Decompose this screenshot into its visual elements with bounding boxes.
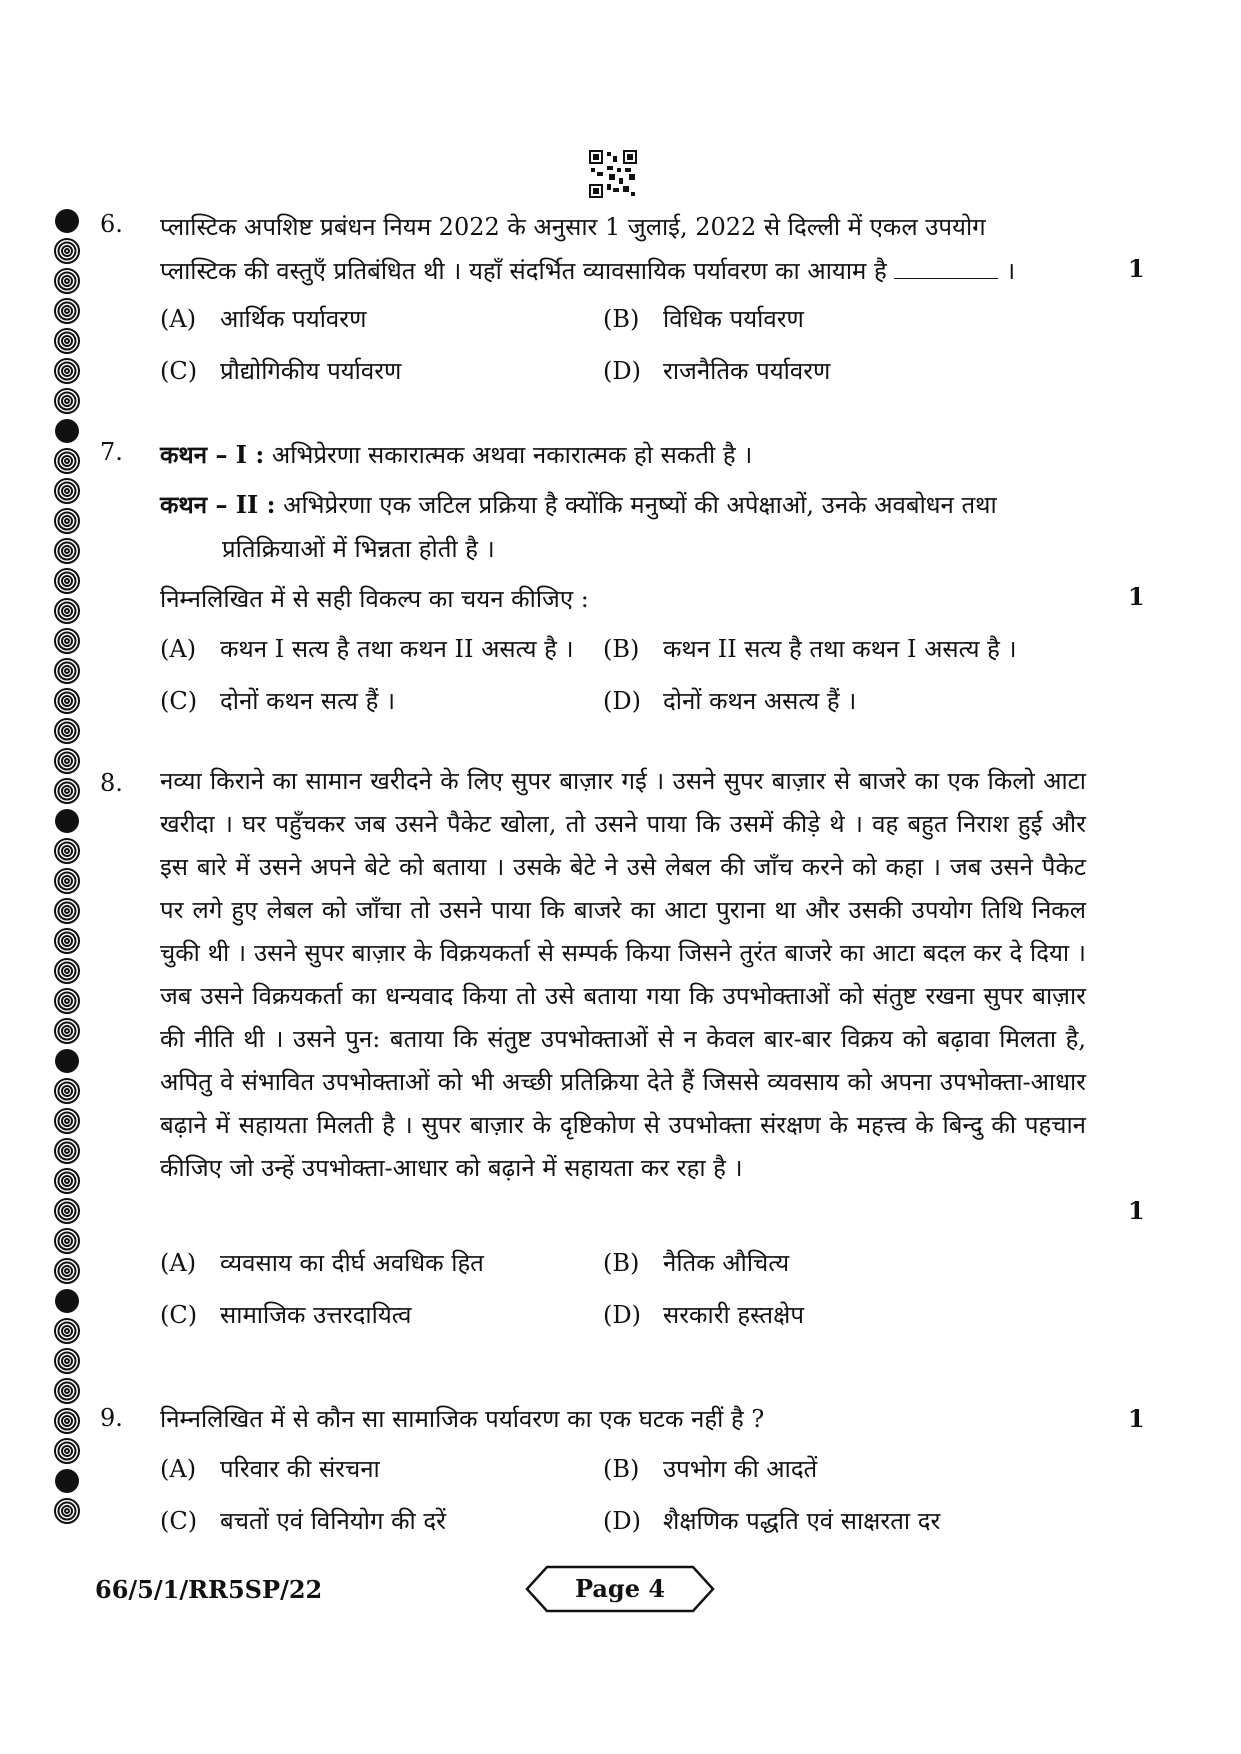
ring-mark (54, 628, 80, 654)
ring-mark (54, 1378, 80, 1404)
question-paragraph: नव्या किराने का सामान खरीदने के लिए सुपर बाज़ार गई । उसने सुपर बाज़ार से बाजरे का एक किलो आटा खरीदा । घर पहुँचकर जब उसने पैकेट खोला, तो उसने पाया कि उसमें कीड़े थे । वह बहुत निराश हुई और इस बारे में उसने अपने बेटे को बताया । उसके बेटे ने उसे लेबल की जाँच करने को कहा । जब उसने पैकेट पर लगे हुए लेबल को जाँचा तो उसने पाया कि बाजरे का आटा पुराना था और उसकी उपयोग तिथि निकल चुकी थी । उसने सुपर बाज़ार के विक्रयकर्ता से सम्पर्क किया जिसने तुरंत बाजरे का आटा बदल कर दे दिया । जब उसने विक्रयकर्ता का धन्यवाद किया तो उसे बताया गया कि उपभोक्ताओं को संतुष्ट रखना सुपर बाज़ार की नीति थी । उसने पुन: बताया कि संतुष्ट उपभोक्ताओं से न केवल बार-बार विक्रय को बढ़ावा मिलता है, अपितु वे संभावित उपभोक्ताओं को भी अच्छी प्रतिक्रिया देते हैं जिससे व्यवसाय को अपना उपभोक्ता-आधार बढ़ाने में सहायता मिलती है । सुपर बाज़ार के दृष्टिकोण से उपभोक्ता संरक्षण के महत्त्व के बिन्दु की पहचान कीजिए जो उन्हें उपभोक्ता-आधार को बढ़ाने में सहायता कर रहा है । (160, 767, 1086, 1182)
option-b: (B) विधिक पर्यावरण (603, 305, 804, 333)
marks: 1 (1128, 1404, 1145, 1433)
statement-1: कथन – I : अभिप्रेरणा सकारात्मक अथवा नकारात्मक हो सकती है । (160, 440, 753, 469)
ring-mark (54, 598, 80, 624)
ring-mark (54, 538, 80, 564)
option-c: (C) दोनों कथन सत्य हैं । (160, 687, 396, 715)
filled-ring-mark (54, 418, 80, 444)
ring-mark (54, 1168, 80, 1194)
ring-mark (54, 688, 80, 714)
ring-mark (54, 1408, 80, 1434)
option-d: (D) राजनैतिक पर्यावरण (603, 357, 831, 385)
question-number: 6. (100, 210, 123, 238)
option-a: (A) कथन I सत्य है तथा कथन II असत्य है । (160, 635, 574, 663)
ring-mark (54, 748, 80, 774)
option-a: (A) परिवार की संरचना (160, 1455, 380, 1483)
option-c: (C) प्रौद्योगिकीय पर्यावरण (160, 357, 402, 385)
option-d: (D) शैक्षणिक पद्धति एवं साक्षरता दर (603, 1507, 941, 1535)
question-prompt: निम्नलिखित में से सही विकल्प का चयन कीजिए : (160, 585, 589, 613)
ring-mark (54, 1348, 80, 1374)
option-b: (B) उपभोग की आदतें (603, 1455, 818, 1483)
option-a: (A) आर्थिक पर्यावरण (160, 305, 367, 333)
ring-mark (54, 898, 80, 924)
ring-mark (54, 658, 80, 684)
ring-mark (54, 1258, 80, 1284)
ring-mark (54, 778, 80, 804)
ring-mark (54, 958, 80, 984)
fill-blank (894, 258, 998, 279)
statement-2: कथन – II : अभिप्रेरणा एक जटिल प्रक्रिया है क्योंकि मनुष्यों की अपेक्षाओं, उनके अवबोधन तथा (160, 490, 997, 519)
margin-ring-strip (52, 208, 86, 1528)
ring-mark (54, 478, 80, 504)
question-text-line2: प्लास्टिक की वस्तुएँ प्रतिबंधित थी । यहाँ संदर्भित व्यावसायिक पर्यावरण का आयाम है । (160, 257, 1016, 285)
ring-mark (54, 1498, 80, 1524)
qr-code (589, 150, 637, 198)
ring-mark (54, 508, 80, 534)
option-d: (D) सरकारी हस्तक्षेप (603, 1301, 804, 1329)
ring-mark (54, 328, 80, 354)
ring-mark (54, 448, 80, 474)
marks: 1 (1128, 1196, 1145, 1225)
option-b: (B) नैतिक औचित्य (603, 1249, 790, 1277)
ring-mark (54, 1138, 80, 1164)
ring-mark (54, 988, 80, 1014)
marks: 1 (1128, 254, 1145, 283)
ring-mark (54, 388, 80, 414)
question-number: 8. (100, 769, 123, 797)
ring-mark (54, 868, 80, 894)
filled-ring-mark (54, 1468, 80, 1494)
statement-2-cont: प्रतिक्रियाओं में भिन्नता होती है । (222, 535, 495, 563)
option-a: (A) व्यवसाय का दीर्घ अवधिक हित (160, 1249, 484, 1277)
marks: 1 (1128, 582, 1145, 611)
paper-code: 66/5/1/RR5SP/22 (95, 1575, 323, 1604)
ring-mark (54, 1078, 80, 1104)
ring-mark (54, 1198, 80, 1224)
filled-ring-mark (54, 1048, 80, 1074)
filled-ring-mark (54, 1288, 80, 1314)
option-b: (B) कथन II सत्य है तथा कथन I असत्य है । (603, 635, 1017, 663)
question-number: 9. (100, 1404, 123, 1432)
ring-mark (54, 928, 80, 954)
ring-mark (54, 568, 80, 594)
option-c: (C) बचतों एवं विनियोग की दरें (160, 1507, 446, 1535)
question-text: प्लास्टिक अपशिष्ट प्रबंधन नियम 2022 के अनुसार 1 जुलाई, 2022 से दिल्ली में एकल उपयोग (160, 213, 986, 241)
ring-mark (54, 1438, 80, 1464)
question-text: निम्नलिखित में से कौन सा सामाजिक पर्यावरण का एक घटक नहीं है ? (160, 1405, 765, 1433)
ring-mark (54, 1108, 80, 1134)
ring-mark (54, 268, 80, 294)
ring-mark (54, 1018, 80, 1044)
option-d: (D) दोनों कथन असत्य हैं । (603, 687, 857, 715)
ring-mark (54, 238, 80, 264)
ring-mark (54, 718, 80, 744)
page-number: Page 4 (574, 1574, 666, 1603)
ring-mark (54, 298, 80, 324)
ring-mark (54, 1318, 80, 1344)
ring-mark (54, 358, 80, 384)
filled-ring-mark (54, 808, 80, 834)
option-c: (C) सामाजिक उत्तरदायित्व (160, 1301, 412, 1329)
ring-mark (54, 1228, 80, 1254)
question-number: 7. (100, 438, 123, 466)
ring-mark (54, 838, 80, 864)
filled-ring-mark (54, 208, 80, 234)
